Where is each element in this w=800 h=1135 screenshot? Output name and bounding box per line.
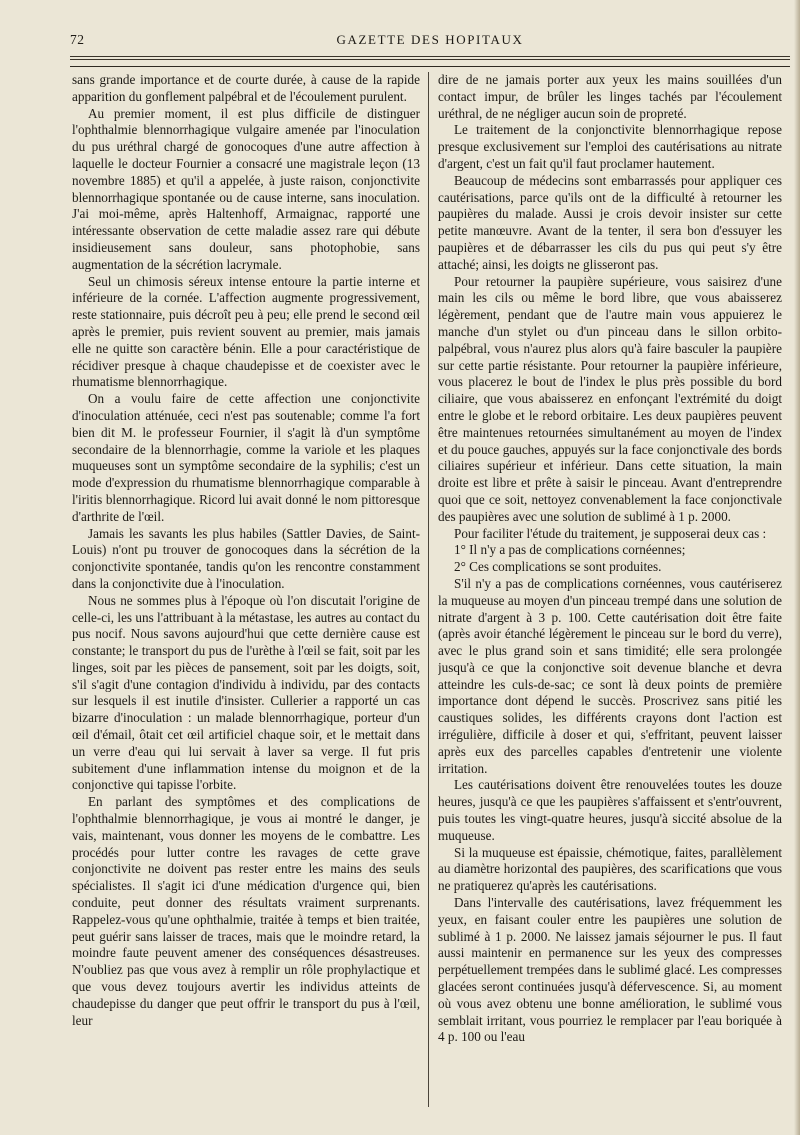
- paragraph: Jamais les savants les plus habiles (Sattler Davies, de Saint-Louis) n'ont pu trouver de gonocoques dans la sécrétion de la conjonctivite spontanée, tandis qu'on les rencontre constamment dans la conjonctivite due à l'inoculation.: [72, 525, 420, 591]
- paragraph: dire de ne jamais porter aux yeux les mains souillées d'un contact impur, de brûler les linges tachés par l'écoulement uréthral, de ne négliger aucun soin de propreté.: [438, 72, 782, 121]
- header-rule-thin-2: [70, 59, 790, 60]
- paragraph: Pour faciliter l'étude du traitement, je supposerai deux cas :: [454, 525, 767, 541]
- column-divider: [428, 72, 429, 1107]
- page-number: 72: [70, 32, 85, 47]
- header-rule-thin: [70, 56, 790, 57]
- journal-title: GAZETTE DES HOPITAUX: [336, 32, 524, 47]
- paragraph: On a voulu faire de cette affection une conjonctivite d'inoculation atténuée, ceci n'est pas soutenable; comme l'a fort bien dit M. le professeur Fournier, il s'agit là d'un symptôme secondaire de la blennorrhagie, comme la variole et les plaques muqueuses sont un symptôme secondaire de la syphilis; c'est un mode d'expression du rhumatisme blennorrhagique comparable à l'iritis blennorrhagique. Ricord lui avait donné le nom pittoresque d'arthrite de l'œil.: [72, 391, 420, 524]
- page-edge-shadow: [794, 0, 800, 1135]
- paragraph: Pour retourner la paupière supérieure, vous saisirez d'une main les cils ou même le bord libre, que vous abaisserez légèrement, pendant que de l'autre main vous appuierez le manche d'un stylet ou d'un pinceau dans le sillon orbito-palpébral, vous n'aurez plus alors qu'à faire basculer la paupière sur cette partie résistante. Pour retourner la paupière inférieure, vous placerez le bout de l'index le plus près possible du bord ciliaire, que vous abaisserez en enfonçant l'extrémité du doigt entre le globe et le rebord orbitaire. Les deux paupières peuvent être maintenues retournées simultanément au moyen de l'index et du pouce gauches, appuyés sur la face conjonctivale des bords ciliaires supérieur et inférieur. Dans cette situation, la main droite est libre et prête à saisir le pinceau. Avant d'entreprendre quoi que ce soit, nettoyez convenablement la face conjonctivale des paupières avec une solution de sublimé à 1 p. 2000.: [438, 273, 782, 524]
- paragraph: Dans l'intervalle des cautérisations, lavez fréquemment les yeux, en faisant couler entre les paupières une solution de sublimé à 1 p. 2000. Ne laissez jamais séjourner le pus. Il faut aussi maintenir en permanence sur les yeux des compresses perpétuellement trempées dans le sublimé glacé. Les compresses glacées seront continuées jusqu'à défervescence. Si, au moment où vous avez obtenu une bonne amélioration, le sublimé vous semblait irritant, vous pourriez le remplacer par l'eau boriquée à 4 p. 100 ou l'eau: [438, 895, 782, 1045]
- paragraph: Le traitement de la conjonctivite blennorrhagique repose presque exclusivement sur l'emploi des cautérisations au nitrate d'argent, c'est un fait qu'il faut proclamer hautement.: [438, 122, 782, 171]
- paragraph: sans grande importance et de courte durée, à cause de la rapide apparition du gonflement palpébral et de l'écoulement purulent.: [72, 72, 420, 104]
- paragraph: Les cautérisations doivent être renouvelées toutes les douze heures, jusqu'à ce que les paupières s'affaissent et s'entr'ouvrent, puis toutes les vingt-quatre heures, jusqu'à siccité absolue de la muqueuse.: [438, 777, 782, 843]
- paragraph: S'il n'y a pas de complications cornéennes, vous cautériserez la muqueuse au moyen d'un pinceau trempé dans une solution de nitrate d'argent à 3 p. 100. Cette cautérisation doit être faite (après avoir étanché légèrement le pinceau sur le bord du verre), avec le plus grand soin et sans timidité; elle sera prolongée jusqu'à ce que la conjonctive soit devenue blanche et devra atteindre les culs-de-sac; ce sont là deux points de première importance dont dépend le succès. Proscrivez sans pitié les caustiques solides, les différents crayons dont l'action est irrégulière, difficile à doser et qui, s'effritant, peuvent laisser après eux des parcelles capables d'entretenir une violente irritation.: [438, 575, 782, 776]
- right-column: [438, 72, 782, 1112]
- page-header: [70, 32, 790, 54]
- list-item: 1° Il n'y a pas de complications cornéennes;: [454, 542, 686, 558]
- paragraph: Nous ne sommes plus à l'époque où l'on discutait l'origine de celle-ci, les uns l'attribuant à la métastase, les autres au contact du pus nocif. Nous savons aujourd'hui que cette dernière cause est constante; le transport du pus de l'urèthe à l'œil se fait, soit par les linges, soit par les pièces de pansement, soit par les doigts, soit, s'il s'agit d'une contagion d'individu à individu, par des contacts sur lesquels il est inutile d'insister. Cullerier a rapporté un cas bizarre d'inoculation : un malade blennorrhagique, porteur d'un œil d'émail, ôtait cet œil artificiel chaque soir, et le mettait dans un verre d'eau qui lui servait à laver sa verge. Il fut pris subitement d'une inflammation intense du moignon et de la conjonctive qui tapisse l'orbite.: [72, 592, 420, 793]
- header-rule-thick: [70, 66, 790, 67]
- paragraph: Au premier moment, il est plus difficile de distinguer l'ophthalmie blennorrhagique vulgaire amenée par l'inoculation du pus uréthral chargé de gonocoques d'une autre affection à laquelle le docteur Fournier a consacré une magistrale leçon (13 novembre 1885) et qu'il a appelée, à juste raison, conjonctivite blennorrhagique spontanée ou de cause interne, sans inoculation. J'ai moi-même, après Haltenhoff, Armaignac, rapporté une intéressante observation de cette maladie assez rare qui débute insidieusement sans douleur, sans photophobie, sans augmentation de la sécrétion lacrymale.: [72, 105, 420, 272]
- paragraph: En parlant des symptômes et des complications de l'ophthalmie blennorrhagique, je vous ai montré le danger, je vais, maintenant, vous donner les moyens de le combattre. Les procédés pour lutter contre les ravages de cette grave conjonctivite ne doivent pas rester entre les mains des seuls spécialistes. Il s'agit ici d'une médication d'urgence qui, bien conduite, peut donner des résultats vraiment surprenants. Rappelez-vous qu'une ophthalmie, traitée à temps et bien traitée, peut guérir sans laisser de traces, mais que le moindre retard, la moindre faute peuvent amener des conséquences désastreuses. N'oubliez pas que vous avez à remplir un rôle prophylactique et que vous devez toujours avertir les individus atteints de chaudepisse du danger que peut offrir le transport du pus à l'œil, leur: [72, 794, 420, 1028]
- left-column: [72, 72, 420, 1112]
- paragraph: Seul un chimosis séreux intense entoure la partie interne et inférieure de la cornée. L'affection augmente progressivement, reste stationnaire, puis décroît peu à peu; elle prend le second œil après le premier, puis revient souvent au premier, mais jamais elle ne quitte son caractère bénin. Elle a pour caractéristique de récidiver presque à chaque chaudepisse et de coexister avec le rhumatisme blennorrhagique.: [72, 273, 420, 390]
- paragraph: Beaucoup de médecins sont embarrassés pour appliquer ces cautérisations, parce qu'ils ont de la difficulté à retourner les paupières du malade. Aussi je crois devoir insister sur cette petite manœuvre. Avant de la tenter, il sera bon d'essuyer les paupières et de débarrasser les cils du pus qui peut s'y être attaché; ainsi, les doigts ne glisseront pas.: [438, 172, 782, 272]
- paragraph: Si la muqueuse est épaissie, chémotique, faites, parallèlement au diamètre horizontal des paupières, des scarifications que vous ne pratiquerez qu'après les cautérisations.: [438, 844, 782, 894]
- list-item: 2° Ces complications se sont produites.: [454, 559, 662, 575]
